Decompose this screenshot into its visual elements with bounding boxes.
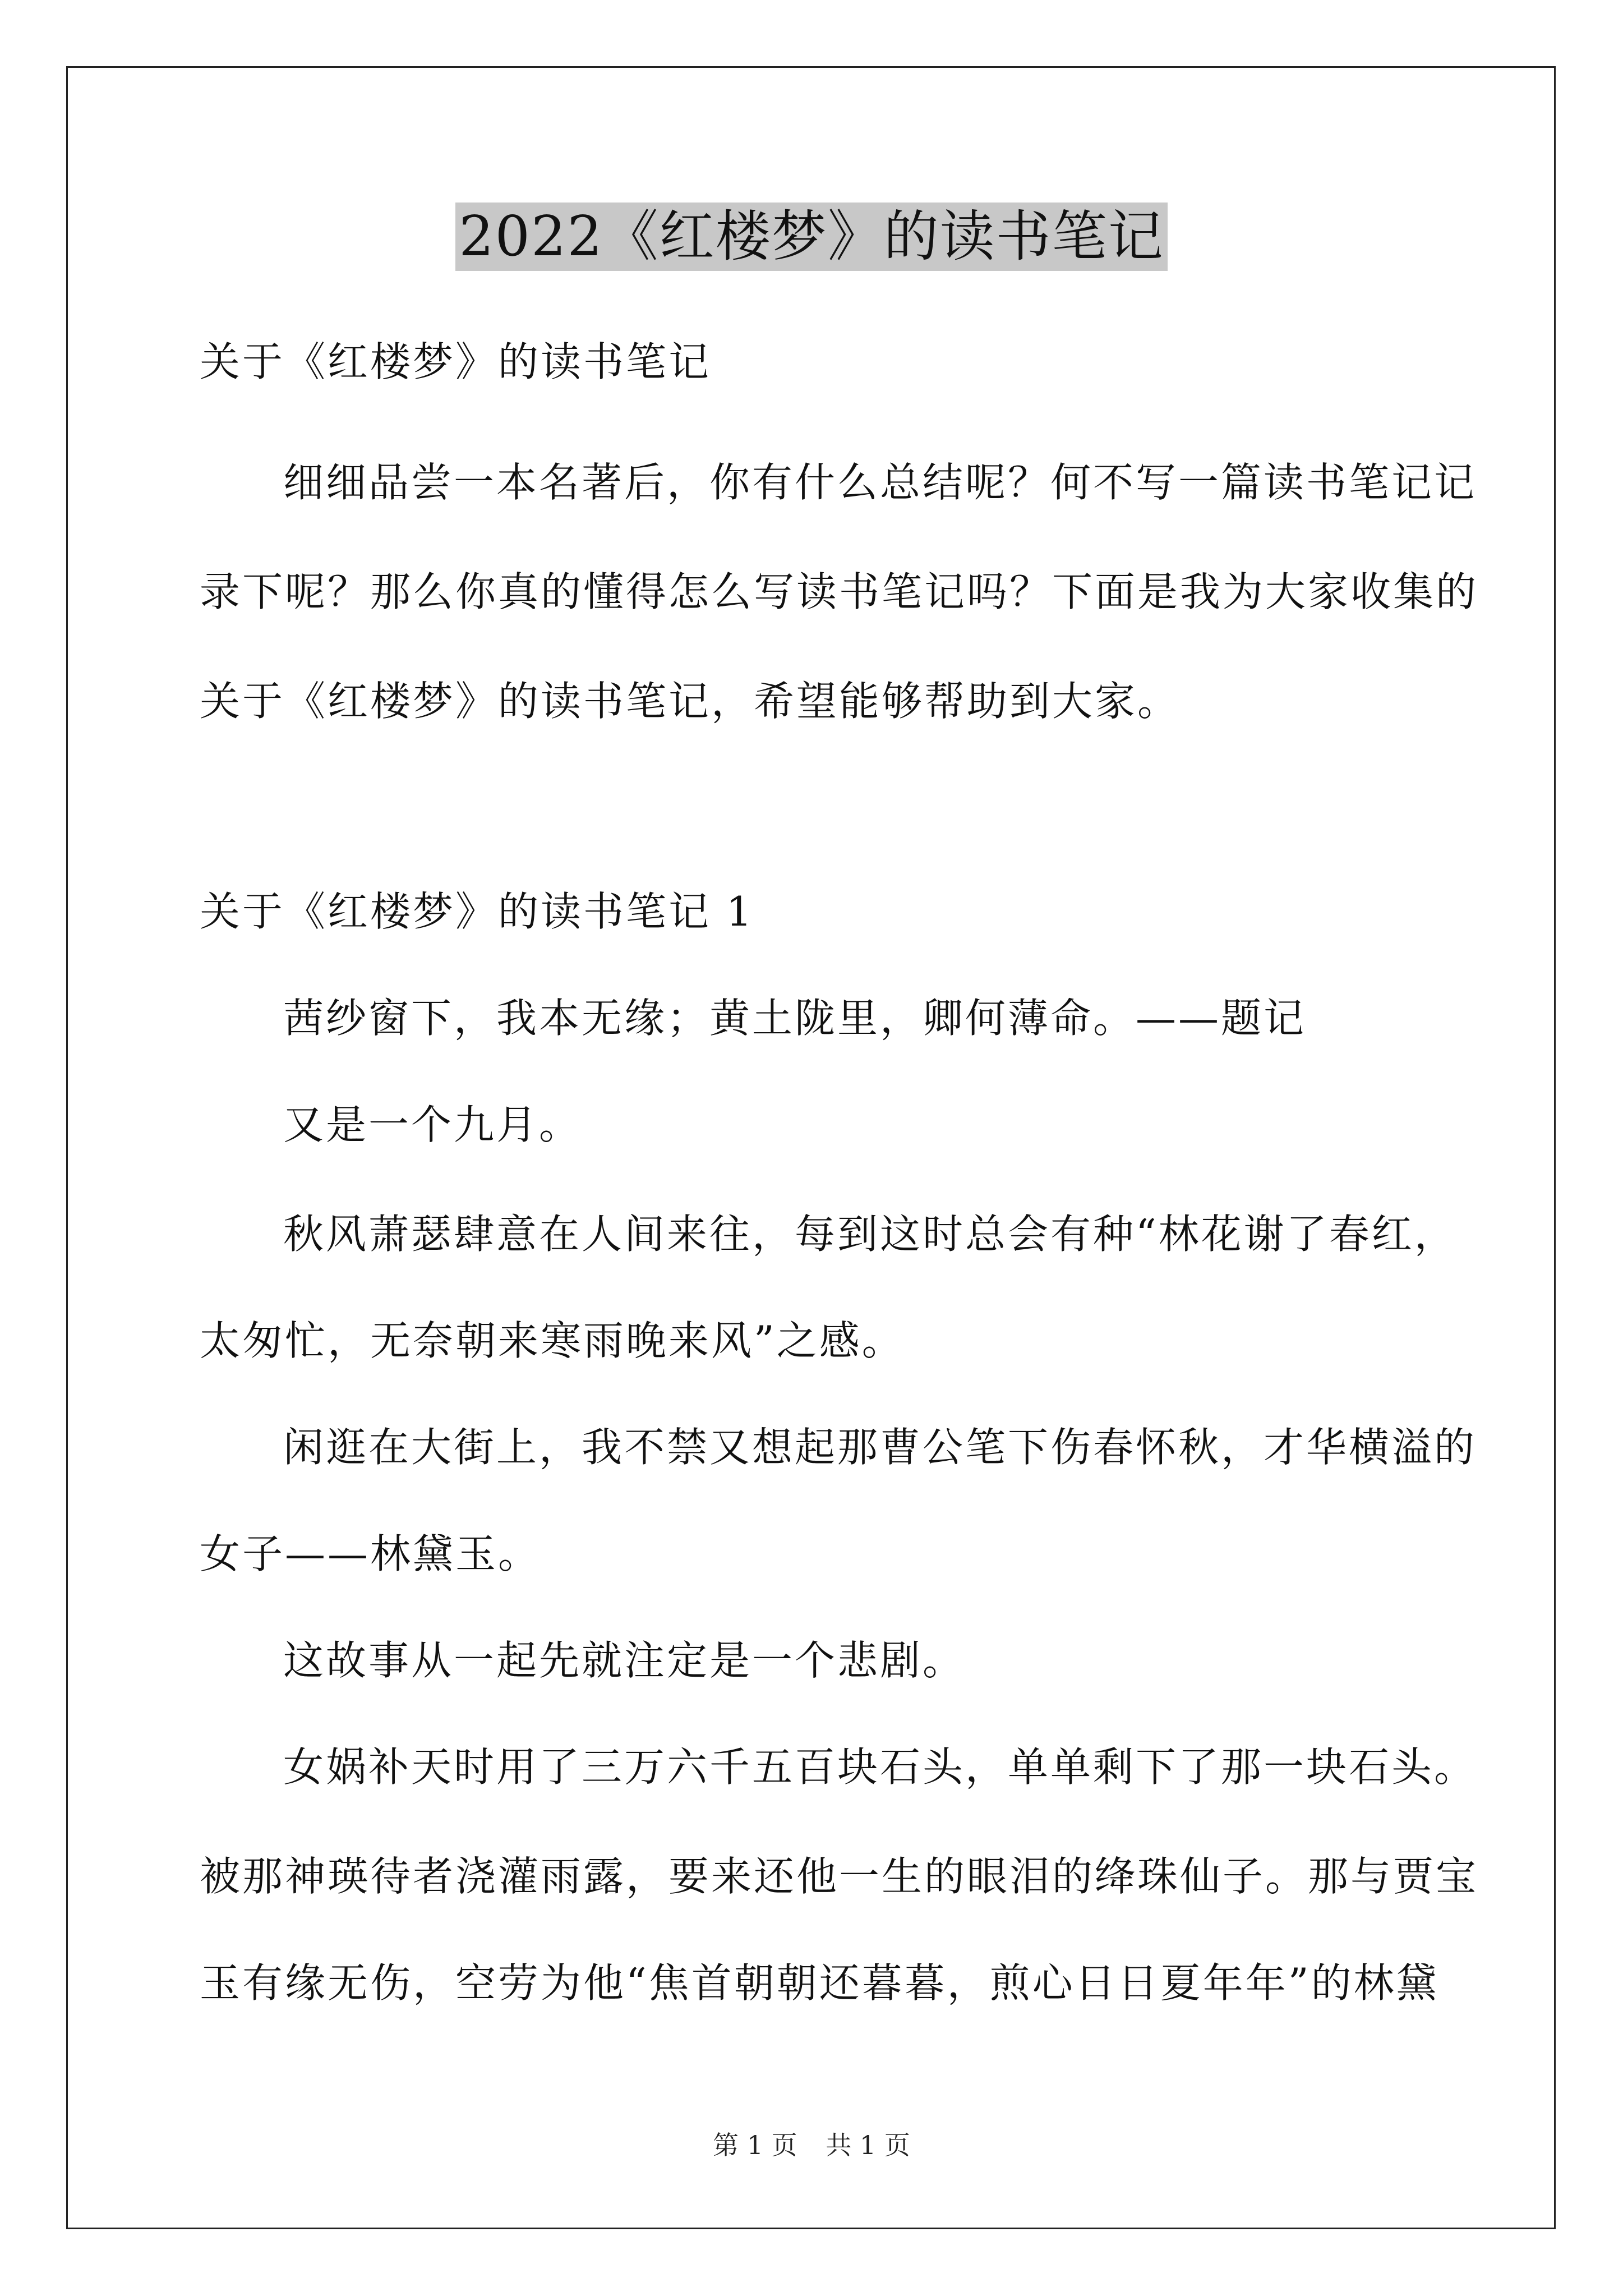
- paragraph-line: 女子——林黛玉。: [200, 1530, 541, 1577]
- paragraph-line: 女娲补天时用了三万六千五百块石头，单单剩下了那一块石头。: [283, 1743, 1477, 1791]
- subtitle-line: 关于《红楼梦》的读书笔记: [200, 338, 712, 385]
- section-heading: 关于《红楼梦》的读书笔记 1: [200, 888, 754, 935]
- paragraph-line: 茜纱窗下，我本无缘；黄土陇里，卿何薄命。——题记: [283, 995, 1307, 1042]
- paragraph-line: 关于《红楼梦》的读书笔记，希望能够帮助到大家。: [200, 678, 1181, 725]
- paragraph-line: 录下呢？那么你真的懂得怎么写读书笔记吗？下面是我为大家收集的: [200, 568, 1479, 615]
- page-number: 第 1 页: [713, 2130, 797, 2160]
- title-text: 2022《红楼梦》的读书笔记: [455, 203, 1167, 271]
- paragraph-line: 被那神瑛待者浇灌雨露，要来还他一生的眼泪的绛珠仙子。那与贾宝: [200, 1853, 1479, 1900]
- document-title: [0, 197, 1623, 276]
- page-total: 共 1 页: [826, 2130, 910, 2160]
- paragraph-line: 闲逛在大街上，我不禁又想起那曹公笔下伤春怀秋，才华横溢的: [283, 1424, 1477, 1471]
- paragraph-line: 又是一个九月。: [283, 1101, 582, 1148]
- paragraph-line: 这故事从一起先就注定是一个悲剧。: [283, 1637, 966, 1684]
- paragraph-line: 玉有缘无伤，空劳为他“焦首朝朝还暮暮，煎心日日夏年年”的林黛: [200, 1959, 1439, 2007]
- paragraph-line: 秋风萧瑟肆意在人间来往，每到这时总会有种“林花谢了春红，: [283, 1211, 1457, 1258]
- paragraph-line: 太匆忙，无奈朝来寒雨晚来风”之感。: [200, 1317, 905, 1364]
- paragraph-line: 细细品尝一本名著后，你有什么总结呢？何不写一篇读书笔记记: [283, 459, 1477, 506]
- page-footer: [0, 2128, 1623, 2162]
